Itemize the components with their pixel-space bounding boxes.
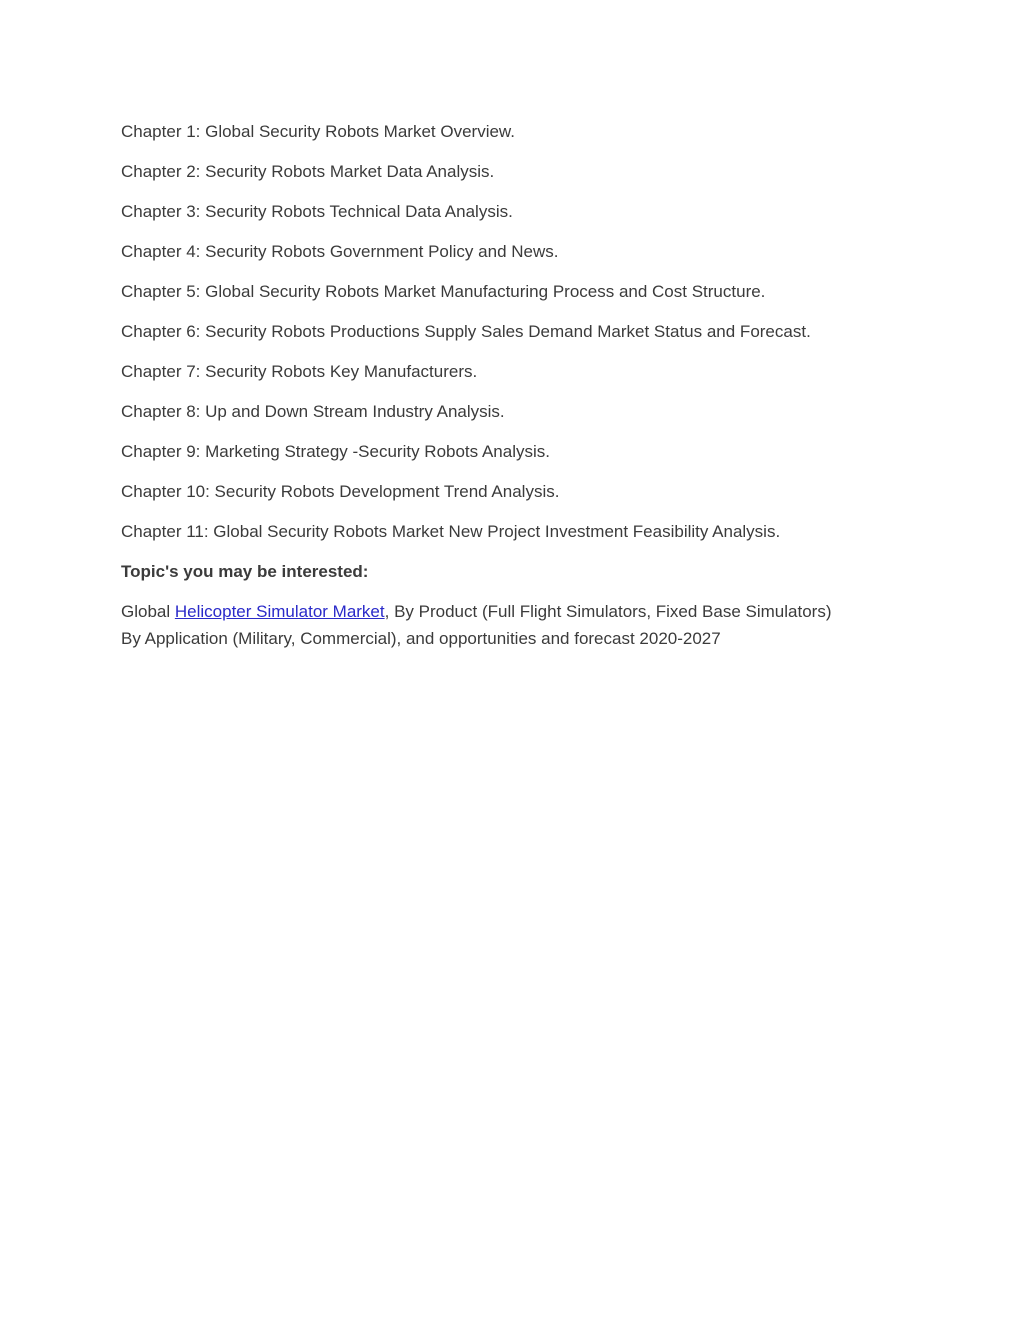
chapter-line-9: Chapter 9: Marketing Strategy -Security Robots Analysis. <box>121 442 550 461</box>
chapter-line-10: Chapter 10: Security Robots Development Trend Analysis. <box>121 482 560 501</box>
chapter-line-2: Chapter 2: Security Robots Market Data Analysis. <box>121 162 495 181</box>
topic-line2: By Application (Military, Commercial), and opportunities and forecast 2020-2027 <box>121 629 721 648</box>
document-content <box>121 118 896 665</box>
topic-paragraph <box>121 598 896 652</box>
topic-prefix: Global <box>121 602 175 621</box>
chapter-line-7: Chapter 7: Security Robots Key Manufacturers. <box>121 362 478 381</box>
chapter-line-6: Chapter 6: Security Robots Productions Supply Sales Demand Market Status and Forecast. <box>121 322 811 341</box>
chapter-line-5: Chapter 5: Global Security Robots Market Manufacturing Process and Cost Structure. <box>121 282 766 301</box>
topic-suffix-line1: , By Product (Full Flight Simulators, Fixed Base Simulators) <box>384 602 832 621</box>
chapter-line-4: Chapter 4: Security Robots Government Policy and News. <box>121 242 559 261</box>
chapter-line-3: Chapter 3: Security Robots Technical Data Analysis. <box>121 202 513 221</box>
chapter-line-8: Chapter 8: Up and Down Stream Industry Analysis. <box>121 402 505 421</box>
helicopter-simulator-market-link[interactable]: Helicopter Simulator Market <box>174 602 385 621</box>
chapter-line-1: Chapter 1: Global Security Robots Market Overview. <box>121 122 515 141</box>
topics-heading: Topic's you may be interested: <box>121 562 369 581</box>
chapter-line-11: Chapter 11: Global Security Robots Market New Project Investment Feasibility Analysis. <box>121 522 781 541</box>
